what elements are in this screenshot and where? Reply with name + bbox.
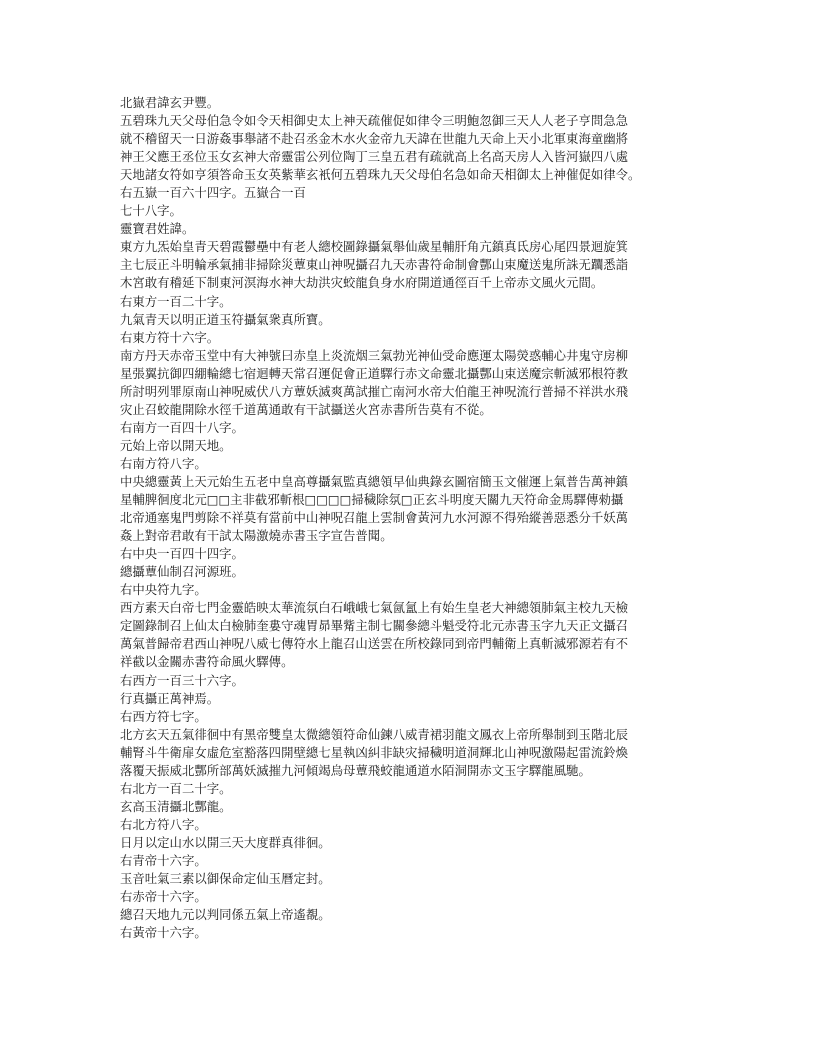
text-line: 右南方一百四十八字。: [120, 419, 244, 435]
text-line: 星輔脾徊度北元□□主非截邪斬根□□□□掃穢除氛□正玄斗明度天關九天符命金馬驛傳勑攝: [120, 492, 624, 508]
text-line: 元始上帝以開天地。: [120, 437, 232, 453]
text-line: 右西方一百三十六字。: [120, 672, 244, 688]
text-line: 西方素天白帝七門金靈皓映太華流氛白石峨峨七氣氤氳上有始生皇老大神總領肺氣主校九天檢: [120, 600, 629, 616]
text-line: 日月以定山水以開三天大度群真徘徊。: [120, 834, 331, 850]
text-line: 右黃帝十六字。: [120, 925, 207, 941]
text-line: 木宮敢有稽延下制東河溟海水神大劫洪灾蛟龍負身水府開道通徑百千上帝赤文風火元間。: [120, 275, 604, 291]
text-line: 七十八字。: [120, 203, 182, 219]
text-line: 右北方符八字。: [120, 816, 207, 832]
text-line: 輔腎斗牛衛扉女虛危室豁落四開壁總七星執凶糾非缺灾掃穢明道洞輝北山神呪激陽起雷流鈴煥: [120, 744, 629, 760]
text-line: 右東方符十六字。: [120, 329, 220, 345]
text-line: 總召天地九元以判同係五氣上帝遙覩。: [120, 907, 331, 923]
text-line: 玉音吐氣三素以御保命定仙玉曆定封。: [120, 871, 331, 887]
text-line: 灾止召蛟龍開除水徑千道萬通敢有干試攝送火宮赤書所告莫有不從。: [120, 401, 492, 417]
text-line: 東方九炁始皇青天碧霞鬱壘中有老人總校圖錄攝氣舉仙歲星輔肝角亢鎮真氐房心尾四景迴旋箕: [120, 239, 629, 255]
text-line: 主七辰正斗明輪承氣捕非掃除災蕈東山神呪攝召九天赤書符命制會酆山束魔送鬼所誅无躢悉詣: [120, 257, 629, 273]
text-line: 定圖錄制召上仙太白檢肺奎婁守魂胃昴畢觜主制七關參總斗魁受符北元赤書玉字九天正文攝召: [120, 618, 629, 634]
text-line: 右北方一百二十字。: [120, 780, 232, 796]
text-line: 右五嶽一百六十四字。五嶽合一百: [120, 185, 306, 201]
text-line: 姦上對帝君敢有干試太陽激燒赤書玉字宣告普聞。: [120, 528, 393, 544]
text-line: 北嶽君諱玄尹豐。: [120, 95, 220, 110]
text-line: 落覆天振威北酆所部萬妖滅摧九河傾竭烏母蕈飛蛟龍通道水陌洞開赤文玉字驛龍風馳。: [120, 762, 591, 778]
text-line: 天地諸女符如亨須答命玉女英紫華玄衹何五碧珠九天父母伯名急如命天相御太上神催促如律令。: [120, 167, 641, 183]
text-line: 九氣青天以明正道玉符攝氣衆真所寶。: [120, 311, 331, 327]
text-line: 右青帝十六字。: [120, 852, 207, 868]
text-line: 星張翼抗御四綳輪總七宿迴轉天常召運促會正道驛行赤文命靈北攝酆山束送魔宗斬滅邪根符教: [120, 365, 629, 381]
text-line: 行真攝正萬神焉。: [120, 690, 220, 706]
text-line: 右南方符八字。: [120, 455, 207, 471]
text-line: 所討明列罪原南山神呪威伏八方蕈妖滅爽萬試摧亡南河水帝大伯龍王神呪流行普掃不祥洪水飛: [120, 383, 629, 399]
scripture-text-body: [120, 94, 700, 942]
text-line: 北方玄天五氣徘徊中有黑帝雙皇太微總領符命仙鍊八威青裙羽龍文鳳衣上帝所舉制到玉階北辰: [120, 726, 629, 742]
text-line: 南方丹天赤帝玉堂中有大神號曰赤皇上炎流烟三氣勃光神仙受命應運太陽熒惑輔心井鬼守房柳: [120, 347, 629, 363]
text-line: 萬氣普歸帝君西山神呪八威七傳符水上龍召山送雲在所校錄同到帝門輔衛上真斬滅邪源若有不: [120, 636, 629, 652]
text-line: 祥截以金關赤書符命風火驛傳。: [120, 654, 294, 670]
text-line: 右赤帝十六字。: [120, 889, 207, 905]
text-line: 右東方一百二十字。: [120, 293, 232, 309]
text-line: 右中央一百四十四字。: [120, 546, 244, 562]
text-line: 神王父應王丞位玉女玄神大帝靈雷公列位陶丁三皇五君有疏就高上名高天房人入皆河嶽四八處: [120, 149, 629, 165]
text-line: 右中央符九字。: [120, 582, 207, 598]
text-line: 就不稽留天一日游姦事舉諸不赴召丞金木水火金帝九天諱在世龍九天命上天小北軍東海童幽將: [120, 131, 629, 147]
text-line: 北帝通塞鬼門剪除不祥莫有當前中山神呪召龍上雲制會黃河九水河源不得殆縱善惡悉分千妖萬: [120, 510, 629, 526]
text-line: 右西方符七字。: [120, 708, 207, 724]
text-line: 總攝蕈仙制召河源班。: [120, 564, 244, 580]
text-line: 玄高玉清攝北酆龍。: [120, 798, 232, 814]
text-line: 靈寶君姓諱。: [120, 221, 195, 237]
text-line: 五碧珠九天父母伯急令如令天相御史太上神天疏催促如律令三明鮑忽御三天人人老子亨問急急: [120, 113, 629, 129]
text-line: 中央總靈黃上天元始生五老中皇高尊攝氣監真總領早仙典錄玄圖宿簡玉文催運上氣普告萬神鎮: [120, 473, 629, 489]
